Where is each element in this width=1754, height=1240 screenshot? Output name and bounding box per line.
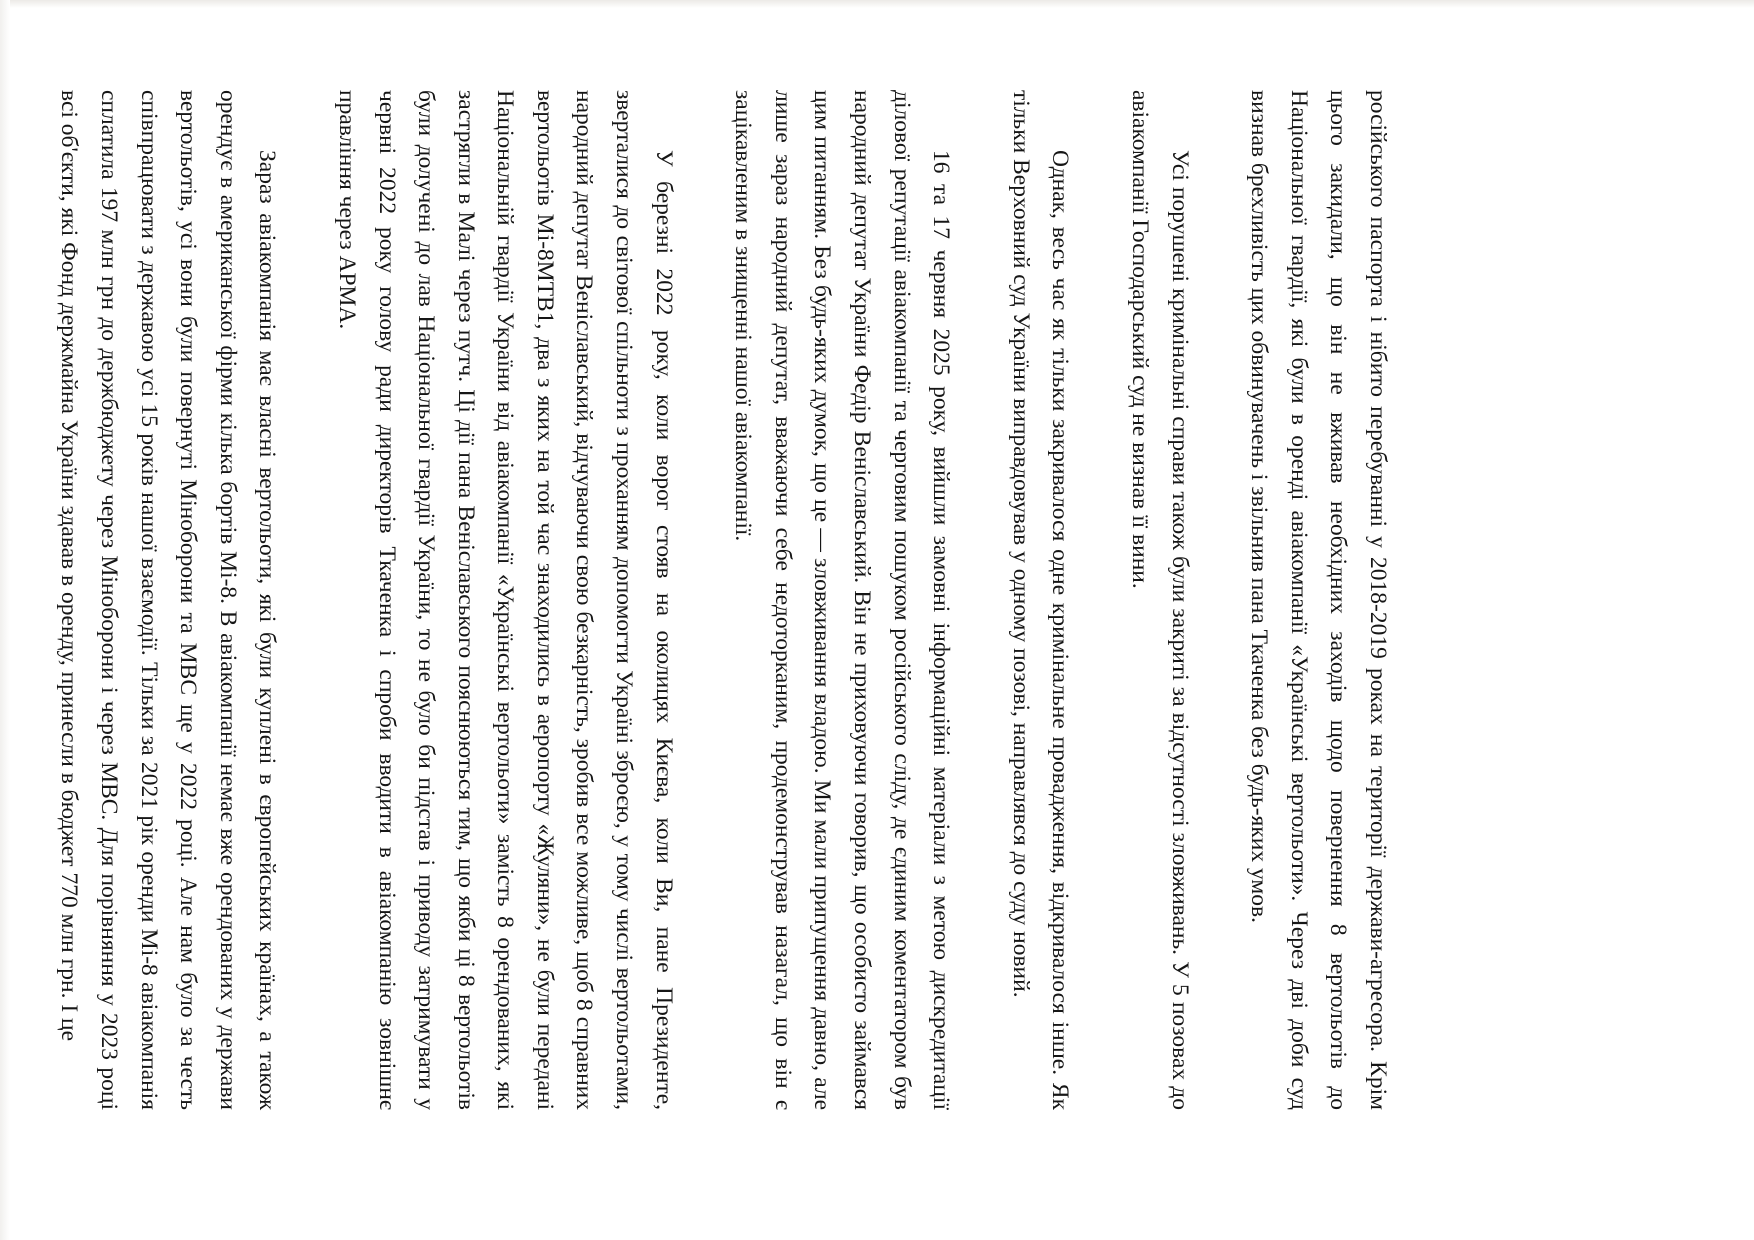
paragraph-3: Однак, весь час як тільки закривалося одне кримінальне провадження, відкривалося інше. Як тільки Верховний суд України виправдовував у одному позові, направлявся до суду новий. <box>1007 90 1074 1110</box>
rotated-page-content <box>0 90 1397 1110</box>
paragraph-2: Усі порушені кримінальні справи також були закриті за відсутності зловживань. У 5 позовах до авіакомпанії Господарський суд не визнав її вини. <box>1127 90 1193 1110</box>
scan-shadow-top <box>0 0 1754 8</box>
paragraph-5: У березні 2022 року, коли ворог стояв на околицях Києва, коли Ви, пане Президенте, зверталися до світової спільноти з проханням допомогти Україні зброєю, у тому числі вертольотами, народний депутат Веніславський, відчуваючи свою безкарність, зробив все можливе, щоб 8 справних вертольотів Мі-8МТВ1, два з яких на той час знаходились в аеропорту «Жуляни», не були передані Національній гвардії України від авіакомпанії «Українські вертольоти» замість 8 орендованих, які застрягли в Малі через путч. Ці дії пана Веніславського пояснюються тим, що якби ці 8 вертольотів були долучені до лав Національної гвардії України, то не було би підстав і приводу затримувати у червні 2022 року голову ради директорів Ткаченка і спроби вводити в авіакомпанію зовнішнє правління через АРМА. <box>333 90 677 1110</box>
document-body <box>0 90 1397 1110</box>
paragraph-1: російського паспорта і нібито перебуванні у 2018-2019 роках на території держави-агресора. Крім цього закидали, що він не вживав необхідних заходів щодо повернення 8 вертольотів до Національної гвардії, які були в оренді авіакомпанії «Українські вертольоти». Через дві доби суд визнав брехливість цих обвинувачень і звільнив пана Ткаченка без будь-яких умов. <box>1246 90 1391 1110</box>
paragraph-6: Зараз авіакомпанія має власні вертольоти, які були куплені в європейських країнах, а також орендує в американської фірми кілька бортів Мі-8. В авіакомпанії немає вже орендованих у держави вертольотів, усі вони були повернуті Міноборони та МВС ще у 2022 році. Але нам було за честь співпрацювати з державою усі 15 років нашої взаємодії. Тільки за 2021 рік оренди Мі-8 авіакомпанія сплатила 197 млн грн до держбюджету через Міноборони і через МВС. Для порівняння у 2023 році всі об'єкти, які Фонд держмайна України здавав в оренду, принесли в бюджет 770 млн грн. І це <box>56 90 281 1110</box>
paragraph-4: 16 та 17 червня 2025 року, вийшли замовні інформаційні матеріали з метою дискредитації ділової репутації авіакомпанії та черговим пошуком російського сліду, де єдиним коментатором був народний депутат України Федір Веніславський. Він не приховуючи говорив, що особисто займався цим питанням. Без будь-яких думок, що це — зловживання владою. Ми мали припущення давно, але лише зараз народний депутат, вважаючи себе недоторканим, продемонстрував назагал, що він є зацікавленим в знищенні нашої авіакомпанії. <box>730 90 955 1110</box>
